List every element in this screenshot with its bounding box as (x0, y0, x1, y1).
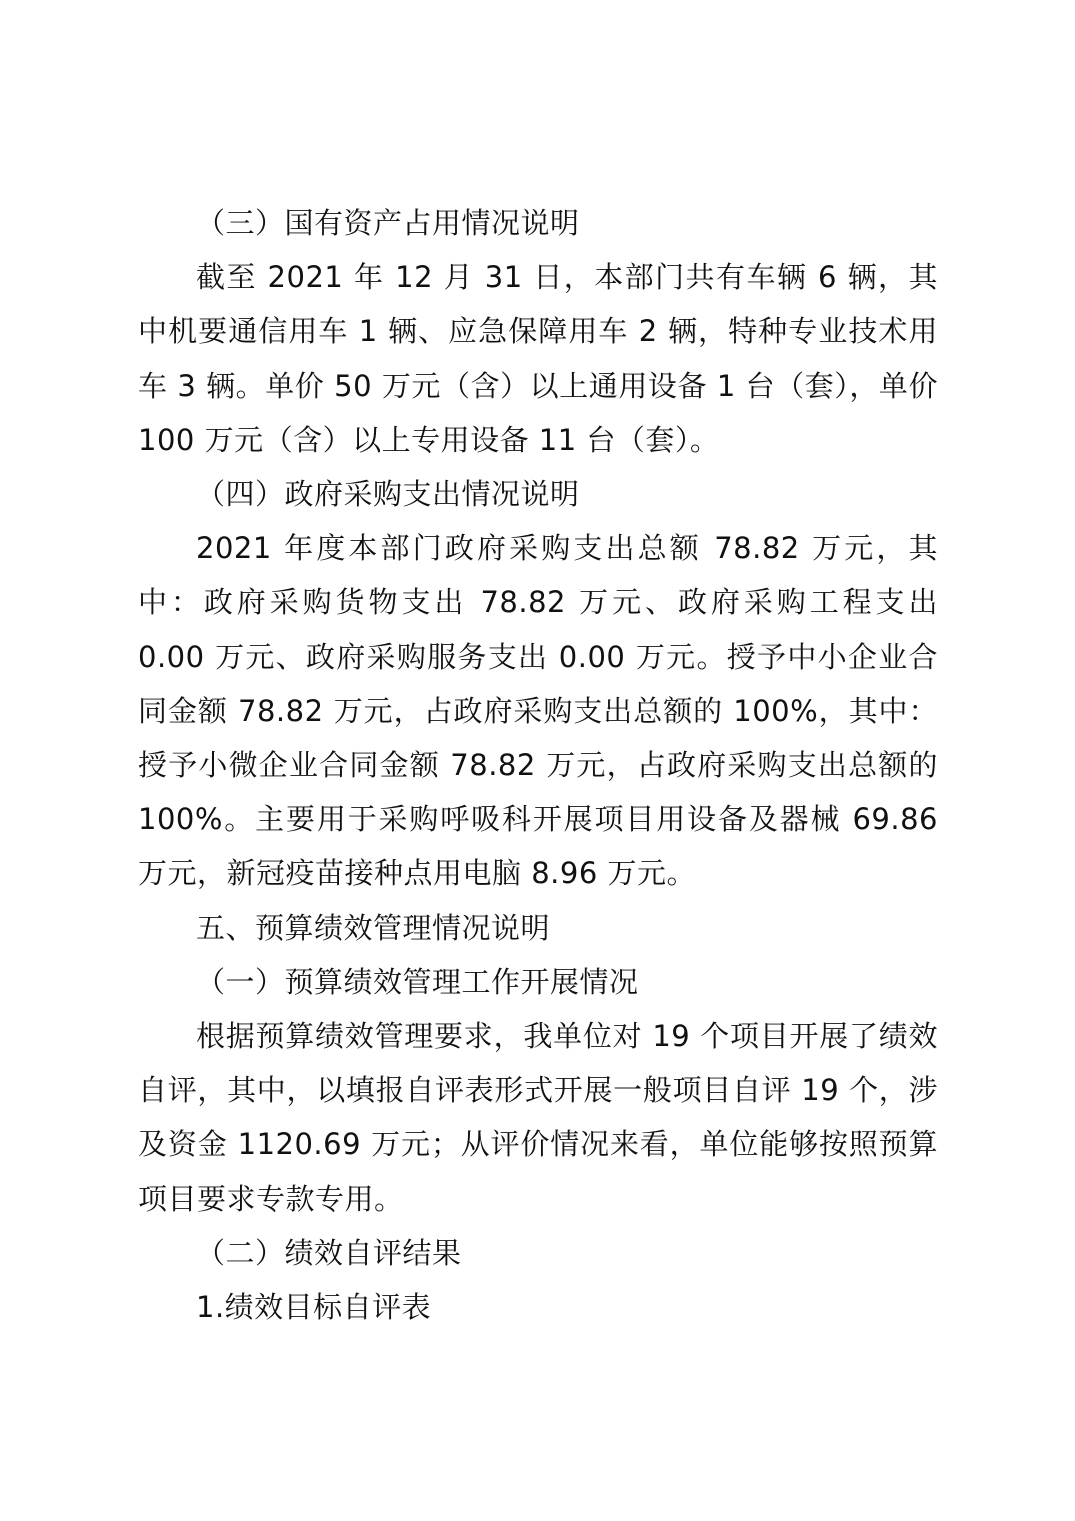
item-self-evaluation-table: 1.绩效目标自评表 (196, 1290, 432, 1325)
heading-budget-performance: 五、预算绩效管理情况说明 (196, 910, 551, 945)
subheading-gov-procurement: （四）政府采购支出情况说明 (196, 477, 580, 512)
paragraph-state-assets: 截至 2021 年 12 月 31 日，本部门共有车辆 6 辆，其中机要通信用车 1 辆、应急保障用车 2 辆，特种专业技术用车 3 辆。单价 50 万元（含）以上通用设备 1 台（套），单价 100 万元（含）以上专用设备 11 台（套）。 (138, 260, 938, 457)
subheading-performance-work: （一）预算绩效管理工作开展情况 (196, 964, 639, 999)
paragraph-gov-procurement: 2021 年度本部门政府采购支出总额 78.82 万元，其中：政府采购货物支出 78.82 万元、政府采购工程支出 0.00 万元、政府采购服务支出 0.00 万元。授予中小企业合同金额 78.82 万元，占政府采购支出总额的 100%，其中：授予小微企业合同金额 78.82 万元，占政府采购支出总额的 100%。主要用于采购呼吸科开展项目用设备及器械 69.86 万元，新冠疫苗接种点用电脑 8.96 万元。 (138, 531, 938, 891)
subheading-state-assets: （三）国有资产占用情况说明 (196, 206, 580, 240)
document-body (138, 196, 938, 1334)
paragraph-performance-work: 根据预算绩效管理要求，我单位对 19 个项目开展了绩效自评，其中，以填报自评表形式开展一般项目自评 19 个，涉及资金 1120.69 万元；从评价情况来看，单位能够按照预算项目要求专款专用。 (138, 1019, 938, 1216)
subheading-self-evaluation-results: （二）绩效自评结果 (196, 1235, 462, 1270)
